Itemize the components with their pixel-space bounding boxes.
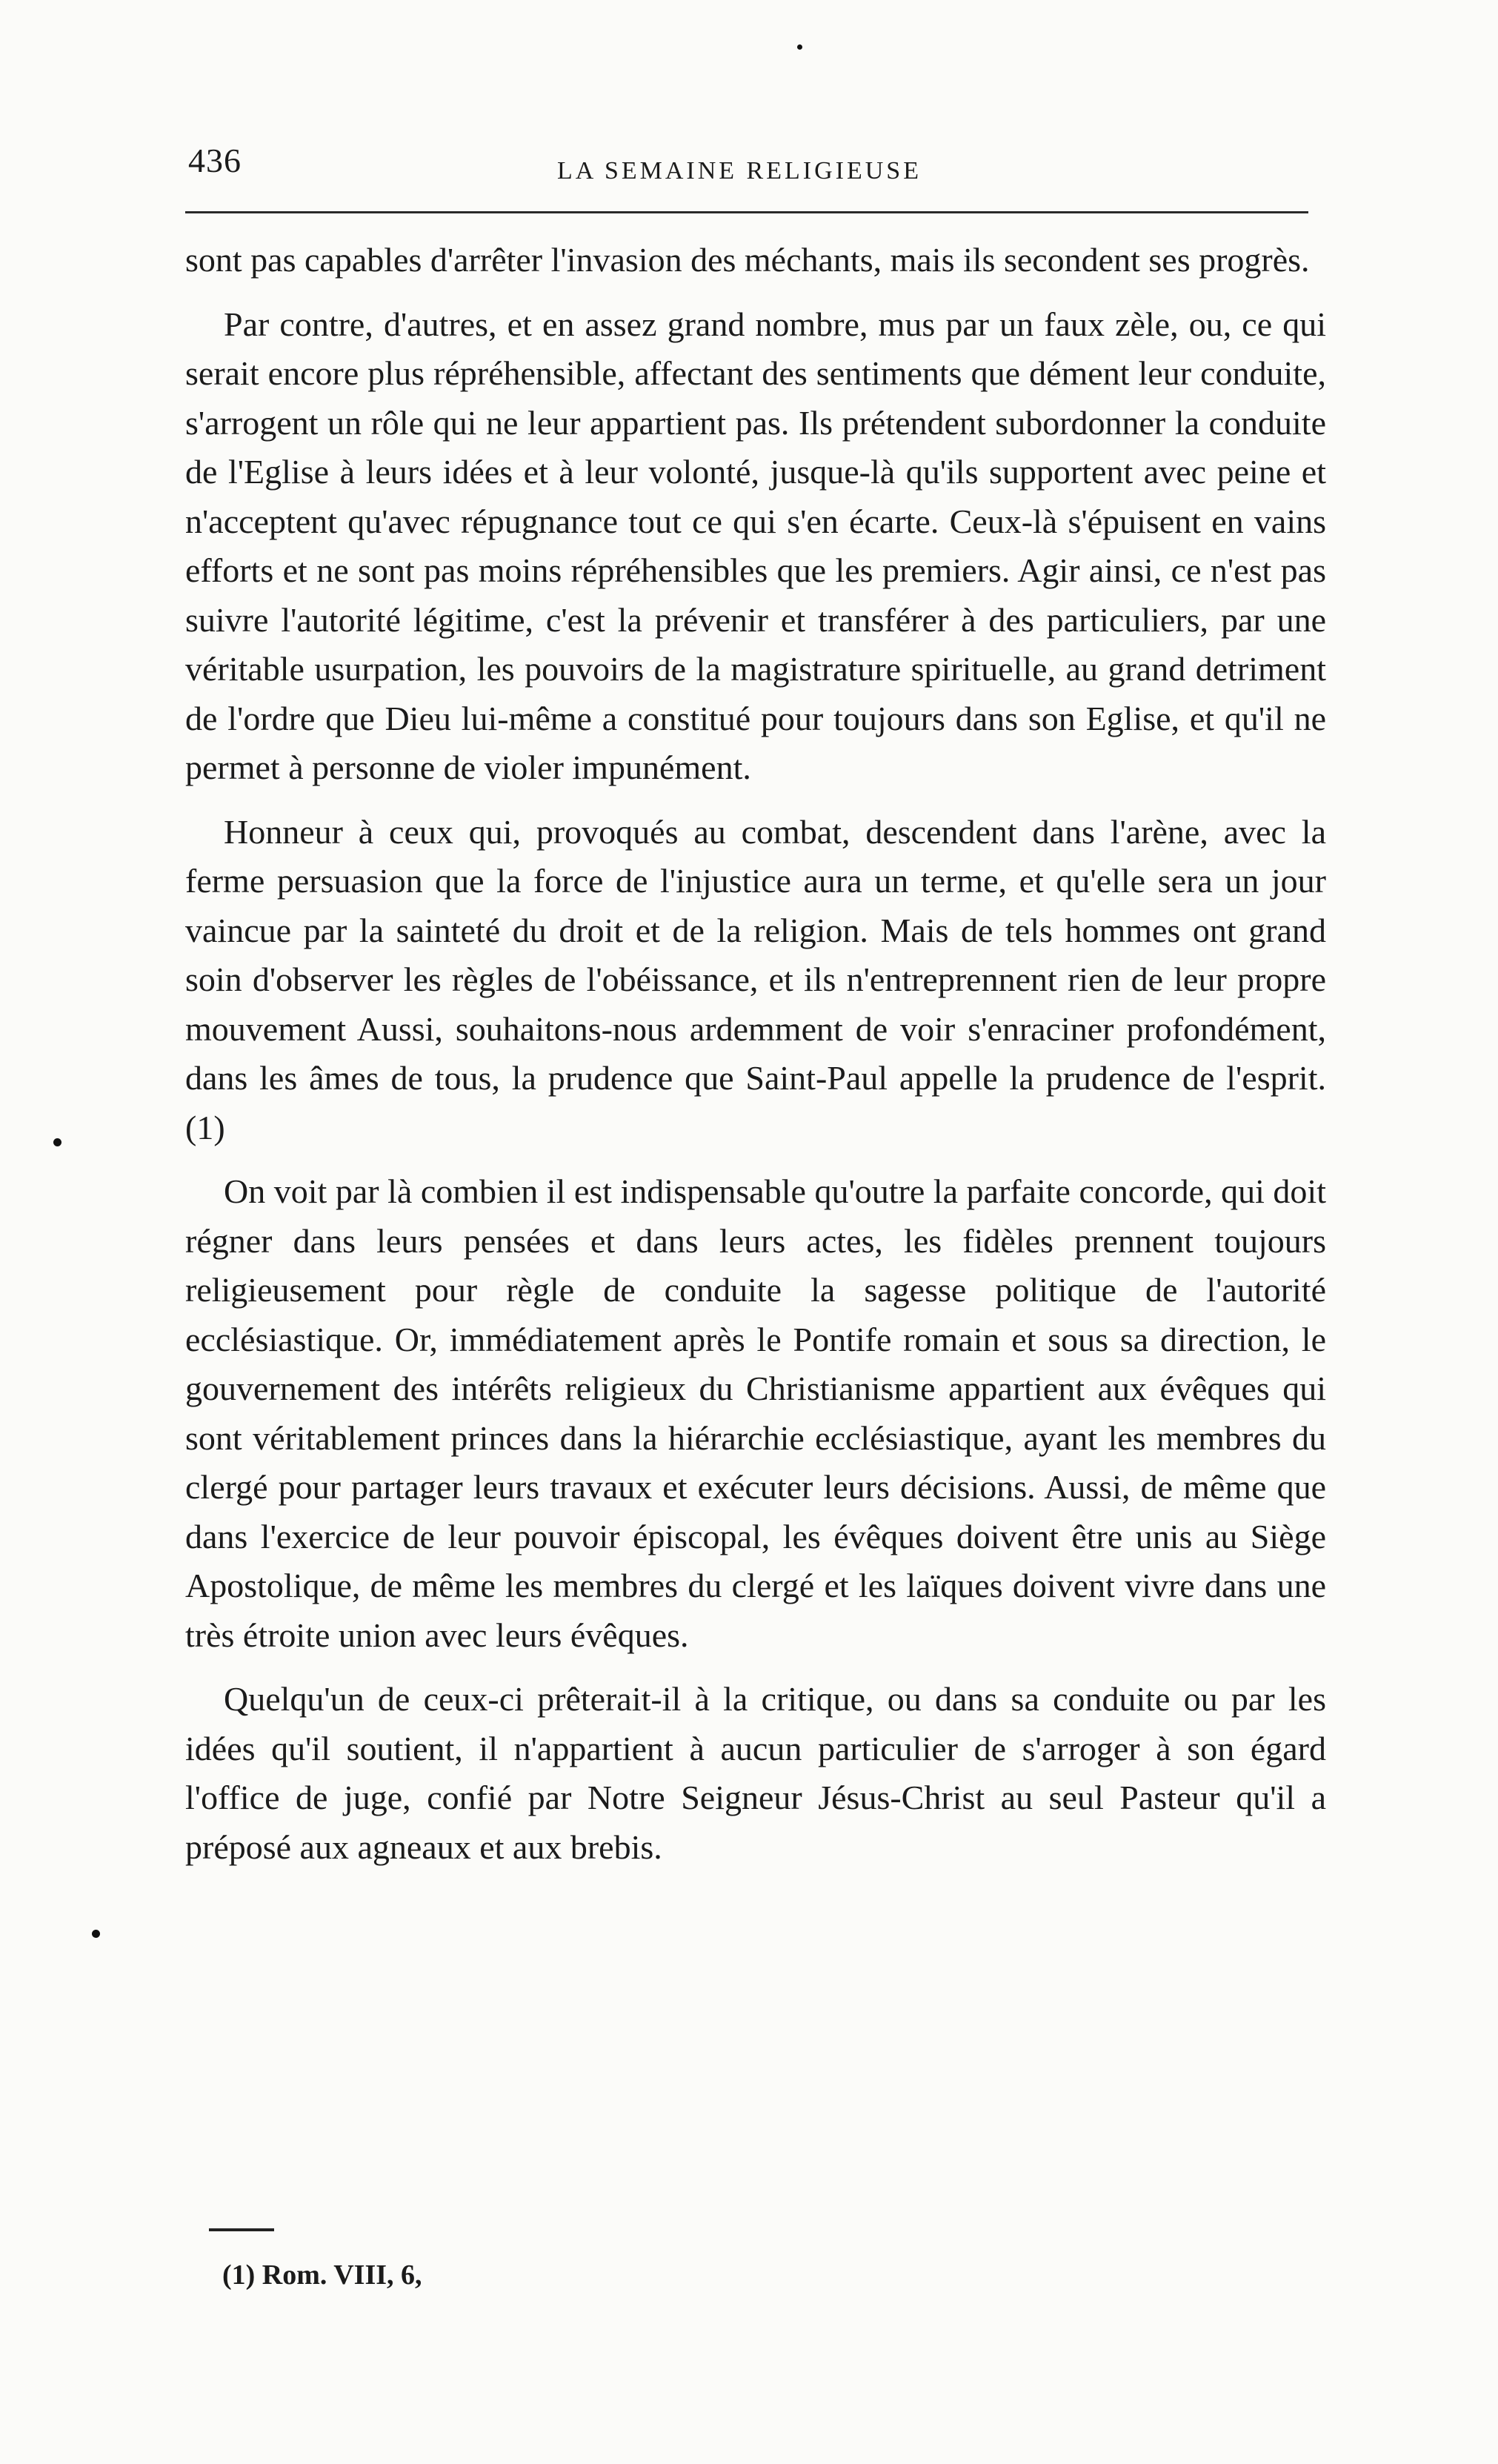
paragraph: Quelqu'un de ceux-ci prêterait-il à la critique, ou dans sa conduite ou par les idées qu'il soutient, il n'appartient à aucun particulier de s'arroger à son égard l'office de juge, confié par Notre Seigneur Jésus-Christ au seul Pasteur qu'il a préposé aux agneaux et aux brebis. bbox=[185, 1680, 1326, 1866]
paragraph-continued: sont pas capables d'arrêter l'invasion des méchants, mais ils secondent ses progrès. bbox=[185, 241, 1310, 279]
footnote: (1) Rom. VIII, 6, bbox=[222, 2259, 422, 2291]
body-text bbox=[185, 236, 1326, 1887]
paragraph: On voit par là combien il est indispensable qu'outre la parfaite concorde, qui doit régner dans leurs pensées et dans leurs actes, les fidèles prennent toujours religieusement pour règle de conduite la sagesse politique de l'autorité ecclésiastique. Or, immédiatement après le Pontife romain et sous sa direction, le gouvernement des intérêts religieux du Christianisme appartient aux évêques qui sont véritablement princes dans la hiérarchie ecclésiastique, ayant les membres du clergé pour partager leurs travaux et exécuter leurs décisions. Aussi, de même que dans l'exercice de leur pouvoir épiscopal, les évêques doivent être unis au Siège Apostolique, de même les membres du clergé et les laïques doivent vivre dans une très étroite union avec leurs évêques. bbox=[185, 1172, 1326, 1654]
running-title: LA SEMAINE RELIGIEUSE bbox=[557, 157, 922, 185]
margin-mark bbox=[797, 44, 802, 50]
margin-mark bbox=[92, 1930, 100, 1938]
margin-mark bbox=[53, 1138, 61, 1146]
paragraph: Honneur à ceux qui, provoqués au combat, descendent dans l'arène, avec la ferme persuasion que la force de l'injustice aura un terme, et qu'elle sera un jour vaincue par la sainteté du droit et de la religion. Mais de tels hommes ont grand soin d'observer les règles de l'obéissance, et ils n'entreprennent rien de leur propre mouvement Aussi, souhaitons-nous ardemment de voir s'enraciner profondément, dans les âmes de tous, la prudence que Saint-Paul appelle la prudence de l'esprit. (1) bbox=[185, 812, 1326, 1146]
footnote-rule bbox=[209, 2228, 274, 2231]
paragraph: Par contre, d'autres, et en assez grand nombre, mus par un faux zèle, ou, ce qui serait encore plus répréhensible, affectant des sentiments que dément leur conduite, s'arrogent un rôle qui ne leur appartient pas. Ils prétendent subordonner la conduite de l'Eglise à leurs idées et à leur volonté, jusque-là qu'ils supportent avec peine et n'acceptent qu'avec répugnance tout ce qui s'en écarte. Ceux-là s'épuisent en vains efforts et ne sont pas moins répréhensibles que les premiers. Agir ainsi, ce n'est pas suivre l'autorité légitime, c'est la prévenir et transférer à des particuliers, par une véritable usurpation, les pouvoirs de la magistrature spirituelle, au grand detriment de l'ordre que Dieu lui-même a constitué pour toujours dans son Eglise, et qu'il ne permet à personne de violer impunément. bbox=[185, 305, 1326, 786]
header-rule bbox=[185, 211, 1308, 213]
page-number: 436 bbox=[188, 142, 242, 179]
